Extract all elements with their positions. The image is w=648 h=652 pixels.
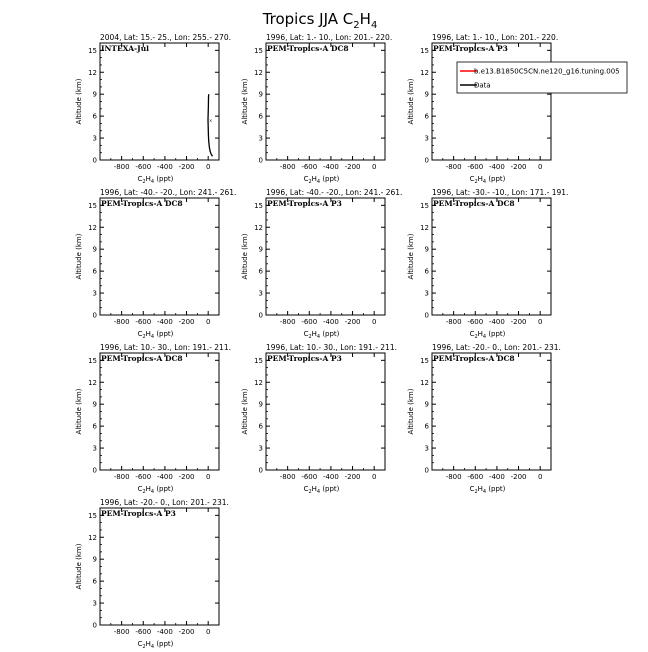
x-tick-label: 0 [537, 473, 543, 481]
x-axis-label: $C_2H_4$ (ppt) [303, 330, 340, 340]
campaign-label: PEM-Tropics-A DC8 [433, 199, 515, 208]
y-axis-label: Altitude (km) [75, 388, 83, 435]
legend-label-1: b.e13.B1850C5CN.ne120_g16.tuning.005 [474, 67, 620, 76]
y-tick-label: 15 [420, 201, 429, 210]
y-tick-label: 9 [92, 245, 97, 254]
x-tick-label: -800 [113, 473, 130, 481]
y-tick-label: 6 [258, 112, 263, 121]
x-tick-label: -200 [178, 473, 195, 481]
y-tick-label: 15 [420, 356, 429, 365]
y-tick-label: 0 [92, 156, 97, 165]
x-tick-label: 0 [537, 163, 543, 171]
y-axis-label: Altitude (km) [75, 543, 83, 590]
y-tick-label: 0 [92, 466, 97, 475]
y-tick-label: 15 [254, 46, 263, 55]
panel-5 [241, 188, 402, 340]
campaign-label: PEM-Tropics-A P3 [267, 199, 342, 208]
x-tick-label: -400 [322, 318, 339, 326]
y-tick-label: 6 [92, 577, 97, 586]
y-tick-label: 12 [254, 223, 263, 232]
plot-frame [432, 353, 551, 470]
main-title: Tropics JJA $C_2H_4$ [262, 10, 378, 31]
x-tick-label: -200 [510, 163, 527, 171]
panel-title: 1996, Lat: 10.- 30., Lon: 191.- 211. [266, 343, 397, 352]
x-tick-label: -600 [301, 163, 318, 171]
x-tick-label: -400 [156, 318, 173, 326]
panel-title: 1996, Lat: -30.- -10., Lon: 171.- 191. [432, 188, 569, 197]
y-tick-label: 3 [258, 134, 263, 143]
y-tick-label: 12 [420, 68, 429, 77]
campaign-label: PEM-Tropics-A DC8 [267, 44, 349, 53]
x-axis-label: $C_2H_4$ (ppt) [303, 485, 340, 495]
x-tick-label: -200 [510, 473, 527, 481]
panel-4 [75, 188, 236, 340]
y-tick-label: 12 [88, 223, 97, 232]
x-axis-label: $C_2H_4$ (ppt) [469, 330, 506, 340]
campaign-label: PEM-Tropics-A DC8 [101, 354, 183, 363]
y-tick-label: 0 [92, 311, 97, 320]
y-tick-label: 12 [88, 533, 97, 542]
panel-9 [407, 343, 561, 495]
x-tick-label: -600 [135, 163, 152, 171]
x-tick-label: -800 [445, 473, 462, 481]
x-tick-label: -600 [135, 473, 152, 481]
y-tick-label: 12 [254, 68, 263, 77]
legend [457, 62, 627, 93]
y-tick-label: 9 [258, 90, 263, 99]
y-axis-label: Altitude (km) [75, 233, 83, 280]
x-tick-label: -800 [279, 473, 296, 481]
x-tick-label: -600 [301, 318, 318, 326]
x-tick-label: 0 [205, 318, 211, 326]
x-tick-label: -400 [156, 163, 173, 171]
panel-1 [75, 33, 231, 185]
x-tick-label: -400 [322, 163, 339, 171]
x-tick-label: -400 [322, 473, 339, 481]
y-tick-label: 3 [92, 444, 97, 453]
x-tick-label: 0 [205, 473, 211, 481]
panel-3 [407, 33, 558, 185]
panel-title: 1996, Lat: 10.- 30., Lon: 191.- 211. [100, 343, 231, 352]
x-tick-label: -600 [301, 473, 318, 481]
y-tick-label: 6 [92, 112, 97, 121]
y-tick-label: 0 [92, 621, 97, 630]
panel-8 [241, 343, 397, 495]
y-tick-label: 15 [254, 201, 263, 210]
y-tick-label: 0 [424, 156, 429, 165]
y-tick-label: 15 [88, 201, 97, 210]
panel-title: 1996, Lat: -20.- 0., Lon: 201.- 231. [100, 498, 229, 507]
panel-title: 2004, Lat: 15.- 25., Lon: 255.- 270. [100, 33, 231, 42]
y-tick-label: 3 [258, 289, 263, 298]
y-tick-label: 6 [424, 267, 429, 276]
x-axis-label: $C_2H_4$ (ppt) [137, 640, 174, 648]
y-tick-label: 6 [92, 267, 97, 276]
x-tick-label: 0 [371, 318, 377, 326]
x-tick-label: -200 [178, 163, 195, 171]
y-tick-label: 12 [88, 68, 97, 77]
campaign-label: PEM-Tropics-A DC8 [101, 199, 183, 208]
data-marker: × [208, 117, 213, 123]
panel-title: 1996, Lat: 1.- 10., Lon: 201.- 220. [266, 33, 393, 42]
x-axis-label: $C_2H_4$ (ppt) [469, 485, 506, 495]
x-axis-label: $C_2H_4$ (ppt) [137, 330, 174, 340]
x-tick-label: -600 [467, 318, 484, 326]
y-axis-label: Altitude (km) [407, 78, 415, 125]
panel-6 [407, 188, 568, 340]
x-tick-label: -400 [156, 473, 173, 481]
plot-frame [100, 508, 219, 625]
x-axis-label: $C_2H_4$ (ppt) [137, 175, 174, 185]
y-tick-label: 15 [420, 46, 429, 55]
x-tick-label: 0 [371, 473, 377, 481]
campaign-label: PEM-Tropics-A P3 [267, 354, 342, 363]
plot-frame [266, 353, 385, 470]
plot-frame [432, 198, 551, 315]
y-tick-label: 6 [258, 267, 263, 276]
y-tick-label: 6 [258, 422, 263, 431]
y-tick-label: 6 [424, 112, 429, 121]
plot-frame [100, 198, 219, 315]
x-tick-label: -200 [510, 318, 527, 326]
series-line-data [208, 94, 213, 156]
y-tick-label: 9 [424, 90, 429, 99]
y-tick-label: 0 [258, 156, 263, 165]
y-tick-label: 3 [424, 444, 429, 453]
x-tick-label: -200 [344, 318, 361, 326]
x-tick-label: -800 [113, 163, 130, 171]
y-tick-label: 15 [88, 511, 97, 520]
y-tick-label: 9 [258, 400, 263, 409]
campaign-label: INTEXA-Jul [101, 44, 149, 53]
x-tick-label: -600 [135, 318, 152, 326]
y-axis-label: Altitude (km) [241, 233, 249, 280]
x-axis-label: $C_2H_4$ (ppt) [469, 175, 506, 185]
legend-label-2: Data [474, 81, 491, 90]
y-tick-label: 15 [88, 46, 97, 55]
y-tick-label: 0 [258, 311, 263, 320]
y-tick-label: 9 [424, 400, 429, 409]
x-tick-label: -800 [445, 318, 462, 326]
y-tick-label: 3 [424, 289, 429, 298]
x-tick-label: 0 [205, 628, 211, 636]
x-tick-label: 0 [205, 163, 211, 171]
plot-frame [432, 43, 551, 160]
x-tick-label: -800 [113, 628, 130, 636]
y-tick-label: 9 [424, 245, 429, 254]
y-tick-label: 6 [92, 422, 97, 431]
campaign-label: PEM-Tropics-A P3 [433, 44, 508, 53]
y-tick-label: 9 [258, 245, 263, 254]
y-tick-label: 3 [424, 134, 429, 143]
y-tick-label: 12 [88, 378, 97, 387]
y-tick-label: 12 [420, 378, 429, 387]
y-axis-label: Altitude (km) [241, 388, 249, 435]
y-tick-label: 3 [92, 134, 97, 143]
x-tick-label: -600 [467, 163, 484, 171]
plot-frame [100, 43, 219, 160]
y-tick-label: 15 [254, 356, 263, 365]
y-tick-label: 9 [92, 400, 97, 409]
panel-title: 1996, Lat: -40.- -20., Lon: 241.- 261. [266, 188, 403, 197]
panel-7 [75, 343, 231, 495]
x-tick-label: -800 [445, 163, 462, 171]
x-tick-label: -400 [488, 318, 505, 326]
panels [75, 33, 627, 648]
y-axis-label: Altitude (km) [407, 388, 415, 435]
x-tick-label: -200 [178, 628, 195, 636]
x-tick-label: -600 [135, 628, 152, 636]
y-axis-label: Altitude (km) [75, 78, 83, 125]
x-axis-label: $C_2H_4$ (ppt) [137, 485, 174, 495]
y-tick-label: 15 [88, 356, 97, 365]
y-tick-label: 6 [424, 422, 429, 431]
panel-2 [241, 33, 392, 185]
x-tick-label: -600 [467, 473, 484, 481]
y-tick-label: 12 [420, 223, 429, 232]
y-tick-label: 0 [424, 311, 429, 320]
y-tick-label: 3 [258, 444, 263, 453]
x-tick-label: -800 [279, 163, 296, 171]
panel-title: 1996, Lat: -20.- 0., Lon: 201.- 231. [432, 343, 561, 352]
x-axis-label: $C_2H_4$ (ppt) [303, 175, 340, 185]
x-tick-label: -200 [178, 318, 195, 326]
y-tick-label: 9 [92, 555, 97, 564]
plot-frame [266, 43, 385, 160]
panel-title: 1996, Lat: 1.- 10., Lon: 201.- 220. [432, 33, 559, 42]
y-tick-label: 3 [92, 289, 97, 298]
y-tick-label: 12 [254, 378, 263, 387]
campaign-label: PEM-Tropics-A DC8 [433, 354, 515, 363]
plot-frame [266, 198, 385, 315]
x-tick-label: -200 [344, 163, 361, 171]
y-axis-label: Altitude (km) [407, 233, 415, 280]
x-tick-label: -400 [488, 473, 505, 481]
plot-frame [100, 353, 219, 470]
x-tick-label: -800 [113, 318, 130, 326]
campaign-label: PEM-Tropics-A P3 [101, 509, 176, 518]
panel-title: 1996, Lat: -40.- -20., Lon: 241.- 261. [100, 188, 237, 197]
y-axis-label: Altitude (km) [241, 78, 249, 125]
x-tick-label: -200 [344, 473, 361, 481]
y-tick-label: 9 [92, 90, 97, 99]
x-tick-label: -400 [488, 163, 505, 171]
panel-10 [75, 498, 229, 648]
x-tick-label: -400 [156, 628, 173, 636]
y-tick-label: 0 [424, 466, 429, 475]
y-tick-label: 0 [258, 466, 263, 475]
x-tick-label: 0 [371, 163, 377, 171]
x-tick-label: -800 [279, 318, 296, 326]
y-tick-label: 3 [92, 599, 97, 608]
x-tick-label: 0 [537, 318, 543, 326]
